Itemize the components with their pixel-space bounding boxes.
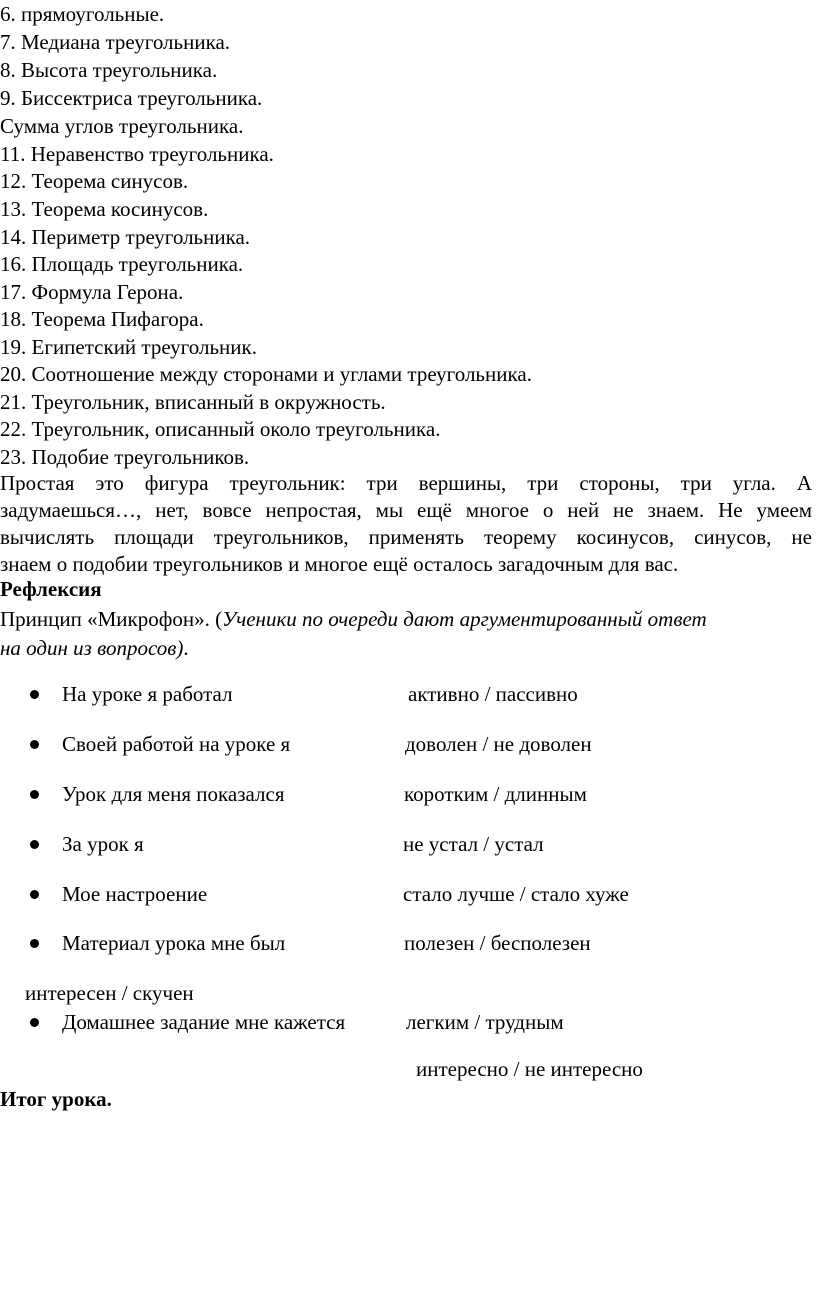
bullet-icon: [30, 790, 39, 799]
principle-instruction: Ученики по очереди дают аргументированный ответ: [222, 607, 707, 631]
question-item: [0, 1008, 816, 1036]
question-label: Домашнее задание мне кажется: [62, 1010, 346, 1034]
bullet-icon: [30, 890, 39, 899]
bullet-icon: [30, 1018, 39, 1027]
result-heading: Итог урока.: [0, 1087, 112, 1111]
question-item: [0, 830, 816, 858]
question-label: Мое настроение: [62, 882, 208, 906]
topic-line: Сумма углов треугольника.: [0, 114, 244, 138]
summary-line: задумаешься…, нет, вовсе непростая, мы ещё многое о ней не знаем. Не умеем: [0, 498, 812, 522]
summary-line: Простая это фигура треугольник: три вершины, три стороны, три угла. А: [0, 471, 812, 495]
question-item: [0, 929, 816, 957]
question-item: [0, 880, 816, 908]
reflection-principle-cont: [0, 634, 189, 662]
topic-line: 6. прямоугольные.: [0, 2, 165, 26]
question-answer: полезен / бесполезен: [404, 931, 591, 955]
question-item: [0, 730, 816, 758]
principle-text: Принцип «Микрофон». (: [0, 607, 223, 631]
question-item: [0, 780, 816, 808]
topic-line: 8. Высота треугольника.: [0, 58, 218, 82]
topic-line: 14. Периметр треугольника.: [0, 225, 251, 249]
bullet-icon: [30, 840, 39, 849]
reflection-principle: [0, 606, 812, 634]
topic-line: 22. Треугольник, описанный около треугольника.: [0, 417, 441, 441]
summary-line: вычислять площади треугольников, применять теорему косинусов, синусов, не: [0, 525, 812, 549]
question-answer: не устал / устал: [403, 832, 544, 856]
topic-line: 12. Теорема синусов.: [0, 169, 189, 193]
question-answer: легким / трудным: [406, 1010, 564, 1034]
topic-line: 19. Египетский треугольник.: [0, 335, 257, 359]
question-item: [0, 680, 816, 708]
topic-line: 7. Медиана треугольника.: [0, 30, 231, 54]
principle-end: .: [183, 636, 189, 660]
homework-extra-answer: интересно / не интересно: [416, 1057, 643, 1081]
topic-line: 20. Соотношение между сторонами и углами треугольника.: [0, 362, 532, 386]
bullet-icon: [30, 690, 39, 699]
topic-line: 21. Треугольник, вписанный в окружность.: [0, 390, 386, 414]
topic-line: 13. Теорема косинусов.: [0, 197, 209, 221]
question-answer: стало лучше / стало хуже: [403, 882, 629, 906]
extra-answer: интересен / скучен: [25, 981, 194, 1005]
topic-line: 9. Биссектриса треугольника.: [0, 86, 263, 110]
question-label: Материал урока мне был: [62, 931, 286, 955]
reflection-heading: Рефлексия: [0, 577, 102, 601]
question-answer: доволен / не доволен: [405, 732, 592, 756]
question-answer: активно / пассивно: [408, 682, 578, 706]
bullet-icon: [30, 939, 39, 948]
topic-line: 18. Теорема Пифагора.: [0, 307, 204, 331]
topic-line: 11. Неравенство треугольника.: [0, 142, 274, 166]
principle-instruction-cont: на один из вопросов): [0, 636, 184, 660]
question-label: Своей работой на уроке я: [62, 732, 291, 756]
question-label: На уроке я работал: [62, 682, 233, 706]
question-answer: коротким / длинным: [404, 782, 587, 806]
bullet-icon: [30, 740, 39, 749]
topic-line: 23. Подобие треугольников.: [0, 445, 250, 469]
topic-line: 17. Формула Герона.: [0, 280, 184, 304]
topic-line: 16. Площадь треугольника.: [0, 252, 244, 276]
question-label: Урок для меня показался: [62, 782, 285, 806]
summary-line: знаем о подобии треугольников и многое ещё осталось загадочным для вас.: [0, 552, 679, 576]
question-label: За урок я: [62, 832, 144, 856]
